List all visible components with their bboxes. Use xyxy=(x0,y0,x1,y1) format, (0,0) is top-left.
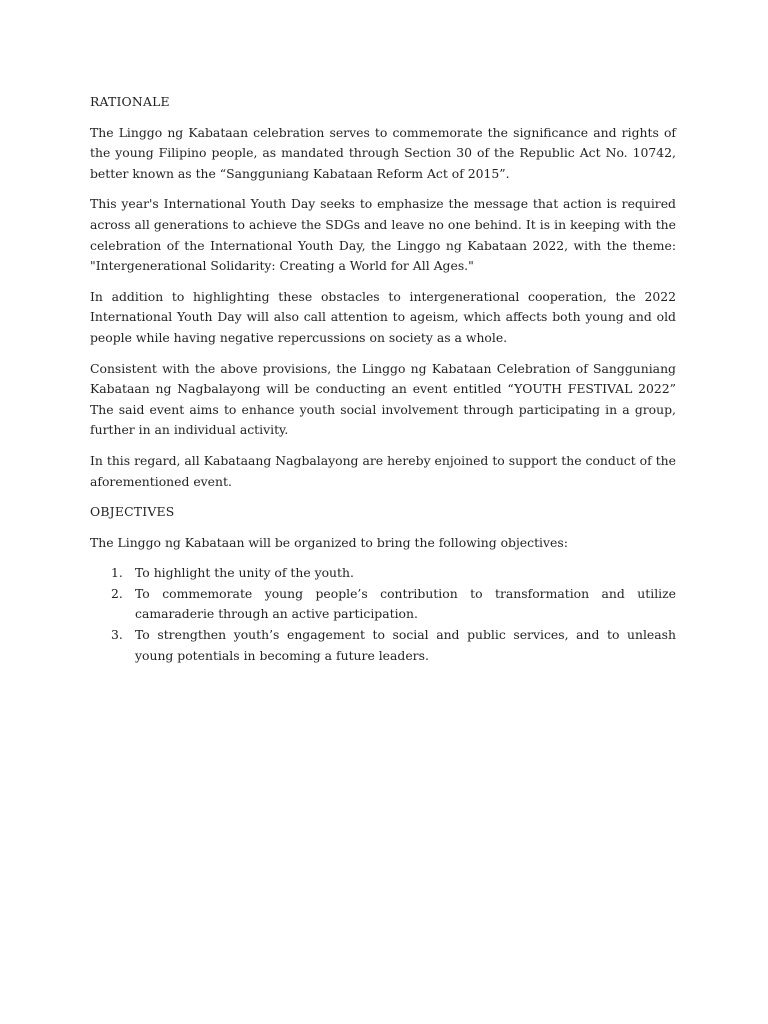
rationale-paragraph-5: In this regard, all Kabataang Nagbalayong are hereby enjoined to support the conduct of the aforementioned event. xyxy=(90,452,676,489)
objective-item-1 xyxy=(90,563,676,584)
objective-number: 2. xyxy=(111,585,123,601)
objective-text: To commemorate young people’s contribution to transformation and utilize camaraderie through an active participation. xyxy=(135,585,676,622)
objective-item-2 xyxy=(90,584,676,625)
objectives-heading: OBJECTIVES xyxy=(90,504,175,520)
rationale-paragraph-4: Consistent with the above provisions, the Linggo ng Kabataan Celebration of Sangguniang Kabataan ng Nagbalayong will be conducting an event entitled “YOUTH FESTIVAL 2022” The said event aims to enhance youth social involvement through participating in a group, further in an individual activity. xyxy=(90,360,676,438)
objective-text: To strengthen youth’s engagement to social and public services, and to unleash young potentials in becoming a future leaders. xyxy=(135,627,676,663)
objectives-intro: The Linggo ng Kabataan will be organized to bring the following objectives: xyxy=(90,534,568,550)
rationale-paragraph-1: The Linggo ng Kabataan celebration serves to commemorate the significance and rights of the young Filipino people, as mandated through Section 30 of the Republic Act No. 10742, better known as the “Sangguniang Kabataan Reform Act of 2015”. xyxy=(90,124,676,181)
rationale-paragraph-3: In addition to highlighting these obstacles to intergenerational cooperation, the 2022 International Youth Day will also call attention to ageism, which affects both young and old people while having negative repercussions on society as a whole. xyxy=(90,288,676,345)
rationale-heading: RATIONALE xyxy=(90,94,170,109)
document-page xyxy=(90,92,676,666)
objective-text: To highlight the unity of the youth. xyxy=(135,565,354,581)
objective-number: 3. xyxy=(111,627,123,643)
rationale-paragraph-2: This year's International Youth Day seeks to emphasize the message that action is required across all generations to achieve the SDGs and leave no one behind. It is in keeping with the celebration of the International Youth Day, the Linggo ng Kabataan 2022, with the theme: "Intergenerational Solidarity: Creating a World for All Ages." xyxy=(90,196,676,274)
objective-item-3 xyxy=(90,625,676,666)
objective-number: 1. xyxy=(111,565,123,581)
objectives-list xyxy=(90,563,676,666)
